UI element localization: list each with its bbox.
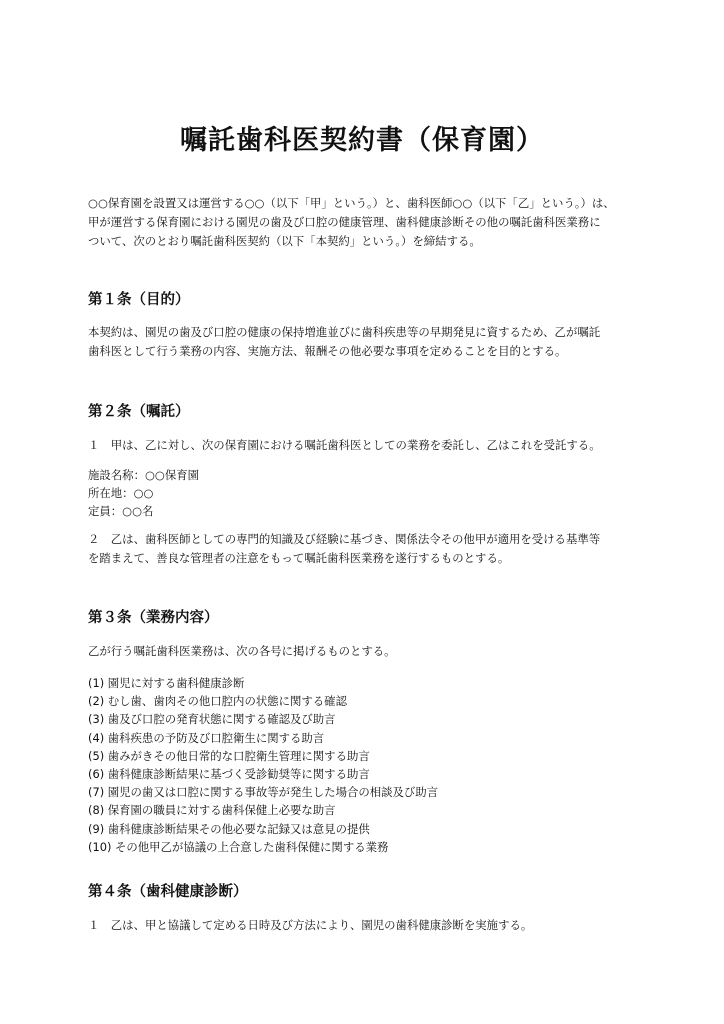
list-item: (7) 園児の歯又は口腔に関する事故等が発生した場合の相談及び助言 bbox=[88, 785, 439, 800]
facility-capacity: 定員：○○名 bbox=[88, 504, 154, 518]
article-3-items bbox=[88, 674, 644, 856]
article-2-para-1 bbox=[88, 436, 644, 455]
document-title: 嘱託歯科医契約書（保育園） bbox=[180, 125, 544, 156]
article-3-intro-text: 乙が行う嘱託歯科医業務は、次の各号に掲げるものとする。 bbox=[88, 644, 396, 658]
article-4-heading: 第４条（歯科健康診断） bbox=[88, 884, 248, 900]
list-item: (6) 歯科健康診断結果に基づく受診勧奨等に関する助言 bbox=[88, 767, 370, 782]
facility-name: 施設名称：○○保育園 bbox=[88, 468, 200, 482]
list-item: (3) 歯及び口腔の発育状態に関する確認及び助言 bbox=[88, 712, 336, 727]
list-item: (9) 歯科健康診断結果その他必要な記録又は意見の提供 bbox=[88, 821, 370, 836]
list-item: (5) 歯みがきその他日常的な口腔衛生管理に関する助言 bbox=[88, 748, 370, 763]
preamble-line: ○○保育園を設置又は運営する○○（以下「甲」という。）と、歯科医師○○（以下「乙」という。）は、 bbox=[88, 196, 615, 210]
article-2-para-1-text: １ 甲は、乙に対し、次の保育園における嘱託歯科医としての業務を委託し、乙はこれを受託する。 bbox=[88, 438, 601, 452]
facility-address: 所在地：○○ bbox=[88, 486, 154, 500]
article-1-heading: 第１条（目的） bbox=[88, 292, 190, 308]
article-2-para-2-line: を踏まえて、善良な管理者の注意をもって嘱託歯科医業務を遂行するものとする。 bbox=[88, 551, 510, 565]
article-1-body bbox=[88, 323, 644, 361]
article-2-heading: 第２条（嘱託） bbox=[88, 404, 190, 420]
article-2-para-2 bbox=[88, 530, 644, 568]
list-item: (10) その他甲乙が協議の上合意した歯科保健に関する業務 bbox=[88, 839, 389, 854]
article-1-line: 歯科医として行う業務の内容、実施方法、報酬その他必要な事項を定めることを目的とする。 bbox=[88, 344, 567, 358]
article-3-heading: 第３条（業務内容） bbox=[88, 610, 219, 626]
preamble-line: ついて、次のとおり嘱託歯科医契約（以下「本契約」という。）を締結する。 bbox=[88, 234, 481, 248]
list-item: (8) 保育園の職員に対する歯科保健上必要な助言 bbox=[88, 803, 336, 818]
article-1-line: 本契約は、園児の歯及び口腔の健康の保持増進並びに歯科疾患等の早期発見に資するため、乙が嘱託 bbox=[88, 325, 601, 339]
list-item: (2) むし歯、歯肉その他口腔内の状態に関する確認 bbox=[88, 694, 347, 709]
article-3-intro bbox=[88, 642, 644, 661]
article-2-para-2-line: ２ 乙は、歯科医師としての専門的知識及び経験に基づき、関係法令その他甲が適用を受ける基準等 bbox=[88, 532, 601, 546]
preamble-line: 甲が運営する保育園における園児の歯及び口腔の健康管理、歯科健康診断その他の嘱託歯科医業務に bbox=[88, 215, 601, 229]
article-4-para-1-text: １ 乙は、甲と協議して定める日時及び方法により、園児の歯科健康診断を実施する。 bbox=[88, 918, 533, 932]
facility-info bbox=[88, 466, 644, 520]
list-item: (4) 歯科疾患の予防及び口腔衛生に関する助言 bbox=[88, 730, 325, 745]
article-4-para-1 bbox=[88, 916, 644, 935]
list-item: (1) 園児に対する歯科健康診断 bbox=[88, 676, 245, 690]
preamble bbox=[88, 194, 644, 251]
